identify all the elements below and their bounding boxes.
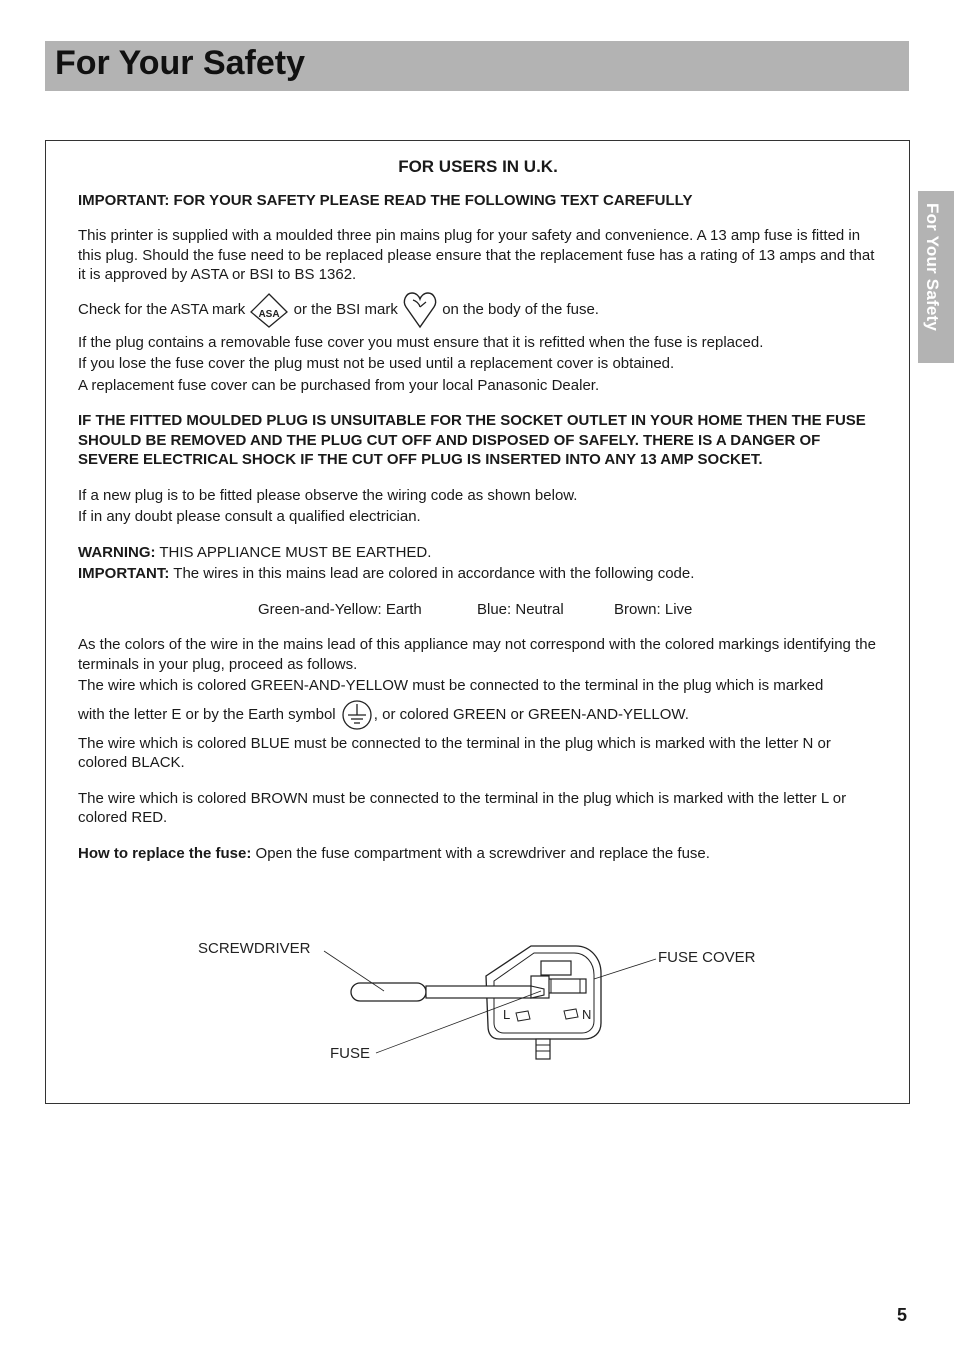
check-mid: or the BSI mark	[293, 300, 398, 318]
blue-paragraph: The wire which is colored BLUE must be connected to the terminal in the plug which is marked with the letter N or colored BLACK.	[78, 734, 831, 771]
fuse-cover-line-2: If you lose the fuse cover the plug must not be used until a replacement cover is obtained.	[78, 355, 675, 372]
fuse-replacement-diagram	[186, 931, 786, 1081]
plug-pin	[536, 1039, 550, 1059]
safety-box	[45, 140, 910, 1104]
terminal-n-label: N	[582, 1007, 592, 1022]
check-prefix: Check for the ASTA mark	[78, 300, 246, 318]
fuse-cover-line-1: If the plug contains a removable fuse cover you must ensure that it is refitted when the fuse is replaced.	[78, 333, 764, 351]
side-tab	[918, 191, 954, 363]
code-live: Brown: Live	[614, 600, 693, 618]
bsi-kitemark-icon	[402, 291, 438, 329]
colors-paragraph: As the colors of the wire in the mains lead of this appliance may not correspond with the colored markings identifying the terminals in your plug, proceed as follows.	[78, 636, 876, 673]
supplied-paragraph: This printer is supplied with a moulded three pin mains plug for your safety and convenience. A 13 amp fuse is fitted in this plug. Should the fuse need to be replaced please ensure that the replacement fuse has a rating of 13 amps and that it is approved by ASTA or BSI to BS 1362.	[78, 227, 875, 283]
side-tab-label: For Your Safety	[923, 203, 942, 332]
code-neutral: Blue: Neutral	[477, 600, 564, 618]
important-wires	[78, 564, 878, 584]
replace-fuse-text: Open the fuse compartment with a screwdriver and replace the fuse.	[251, 844, 710, 862]
screwdriver-handle	[351, 983, 426, 1001]
brown-paragraph: The wire which is colored BROWN must be connected to the terminal in the plug which is marked with the letter L or colored RED.	[78, 789, 847, 826]
shock-warning: IF THE FITTED MOULDED PLUG IS UNSUITABLE FOR THE SOCKET OUTLET IN YOUR HOME THEN THE FUSE SHOULD BE REMOVED AND THE PLUG CUT OFF AND DISPOSED OF SAFELY. THERE IS A DANGER OF SEVERE ELECTRICAL SHOCK IF THE CUT OFF PLUG IS INSERTED INTO ANY 13 AMP SOCKET.	[78, 412, 866, 468]
green-line-2	[78, 696, 878, 734]
new-plug-line-1: If a new plug is to be fitted please observe the wiring code as shown below.	[78, 486, 578, 504]
earthed-warning	[78, 543, 878, 563]
replace-fuse-label: How to replace the fuse:	[78, 844, 252, 862]
fuse-cover-label: FUSE COVER	[658, 949, 756, 966]
green-suffix: , or colored GREEN or GREEN-AND-YELLOW.	[373, 705, 689, 723]
check-suffix: on the body of the fuse.	[442, 300, 599, 318]
page-title: For Your Safety	[55, 44, 306, 82]
code-earth: Green-and-Yellow: Earth	[258, 600, 422, 618]
warning-label: WARNING:	[78, 543, 156, 561]
important-read-notice: IMPORTANT: FOR YOUR SAFETY PLEASE READ THE FOLLOWING TEXT CAREFULLY	[78, 191, 693, 209]
new-plug-line-2: If in any doubt please consult a qualified electrician.	[78, 508, 421, 525]
asta-mark-icon	[249, 292, 289, 328]
section-heading: FOR USERS IN U.K.	[398, 157, 558, 176]
important-text: The wires in this mains lead are colored in accordance with the following code.	[169, 565, 695, 582]
important-label: IMPORTANT:	[78, 565, 170, 582]
wire-color-codes	[78, 600, 878, 620]
warning-text: THIS APPLIANCE MUST BE EARTHED.	[155, 543, 432, 561]
replace-fuse-instruction	[78, 844, 878, 864]
page-number: 5	[897, 1305, 908, 1325]
safety-content	[78, 141, 878, 863]
fuse-cover-part	[541, 961, 571, 975]
terminal-l-label: L	[503, 1007, 511, 1022]
fuse-cover-line-3: A replacement fuse cover can be purchased from your local Panasonic Dealer.	[78, 376, 600, 394]
earth-symbol-icon	[340, 699, 374, 731]
screwdriver-shaft	[426, 986, 531, 998]
check-marks-line	[78, 291, 878, 329]
screwdriver-label: SCREWDRIVER	[198, 940, 311, 957]
fuse-label: FUSE	[330, 1045, 371, 1062]
title-bar	[45, 41, 909, 91]
green-line-1: The wire which is colored GREEN-AND-YELLOW must be connected to the terminal in the plug which is marked	[78, 677, 824, 694]
green-prefix: with the letter E or by the Earth symbol	[78, 705, 336, 723]
asta-mark-text: ASA	[258, 308, 281, 320]
